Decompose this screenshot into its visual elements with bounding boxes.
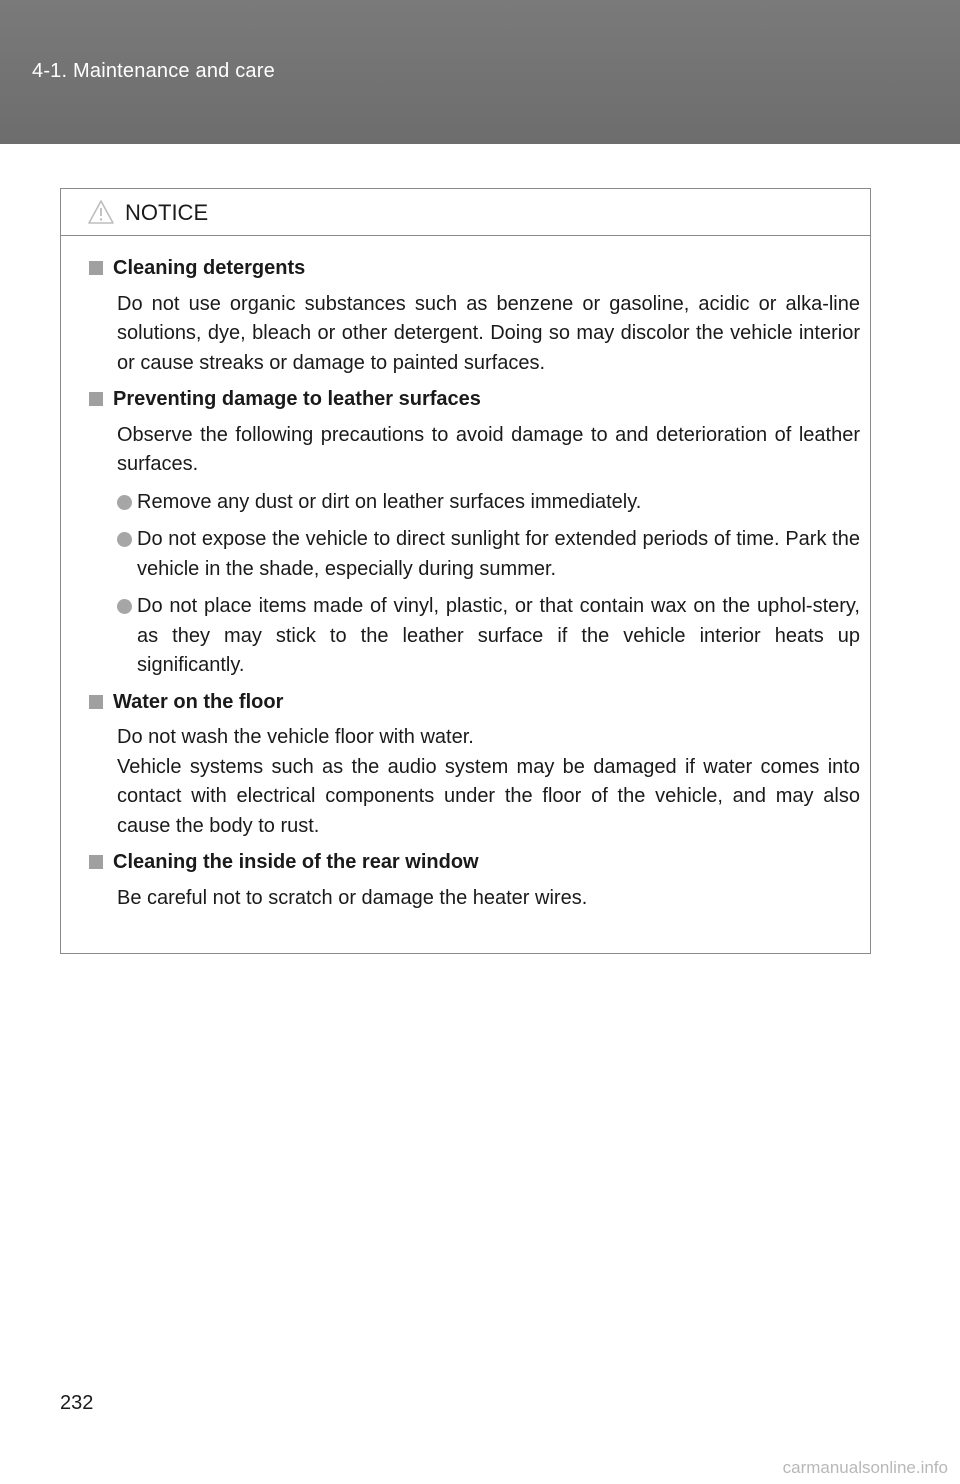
notice-body: [61, 236, 870, 913]
section-water-floor: [89, 688, 860, 842]
square-bullet-icon: [89, 392, 103, 406]
page-number: 232: [60, 1392, 94, 1414]
square-bullet-icon: [89, 695, 103, 709]
section-leather-surfaces: [89, 385, 860, 681]
square-bullet-icon: [89, 855, 103, 869]
section-heading: Water on the floor: [113, 690, 284, 713]
circle-bullet-icon: [117, 495, 132, 510]
section-title: 4-1. Maintenance and care: [32, 60, 275, 82]
section-paragraph: Observe the following precautions to avoid damage to and deterioration of leather surfaces.: [117, 423, 860, 475]
circle-bullet-icon: [117, 532, 132, 547]
section-heading: Preventing damage to leather surfaces: [113, 388, 481, 410]
section-paragraph: Vehicle systems such as the audio system may be damaged if water comes into contact with electrical components under the floor of the vehicle, and may also cause the body to rust.: [117, 755, 860, 837]
notice-box: [60, 188, 871, 954]
warning-triangle-icon: [87, 199, 115, 225]
page-header: [0, 0, 960, 144]
section-paragraph: Be careful not to scratch or damage the heater wires.: [117, 886, 588, 909]
list-item: [89, 488, 860, 518]
circle-bullet-icon: [117, 599, 132, 614]
notice-title: NOTICE: [125, 200, 209, 225]
notice-header: [61, 189, 870, 236]
list-item-text: Do not place items made of vinyl, plastic, or that contain wax on the uphol-stery, as they may stick to the leather surface if the vehicle interior heats up significantly.: [137, 595, 860, 676]
section-cleaning-detergents: [89, 254, 860, 378]
section-paragraph: Do not wash the vehicle floor with water.: [117, 726, 474, 748]
list-item: [89, 592, 860, 681]
list-item-text: Do not expose the vehicle to direct sunlight for extended periods of time. Park the vehicle in the shade, especially during summer.: [137, 528, 860, 580]
list-item-text: Remove any dust or dirt on leather surfaces immediately.: [137, 490, 642, 513]
section-rear-window: [89, 848, 860, 913]
section-heading: Cleaning detergents: [113, 257, 306, 279]
watermark: carmanualsonline.info: [782, 1458, 948, 1477]
section-paragraph: Do not use organic substances such as benzene or gasoline, acidic or alka-line solutions, dye, bleach or other detergent. Doing so may discolor the vehicle interior or cause streaks or damage to painted surfaces.: [117, 292, 860, 374]
square-bullet-icon: [89, 261, 103, 275]
list-item: [89, 525, 860, 584]
section-heading: Cleaning the inside of the rear window: [113, 851, 479, 873]
